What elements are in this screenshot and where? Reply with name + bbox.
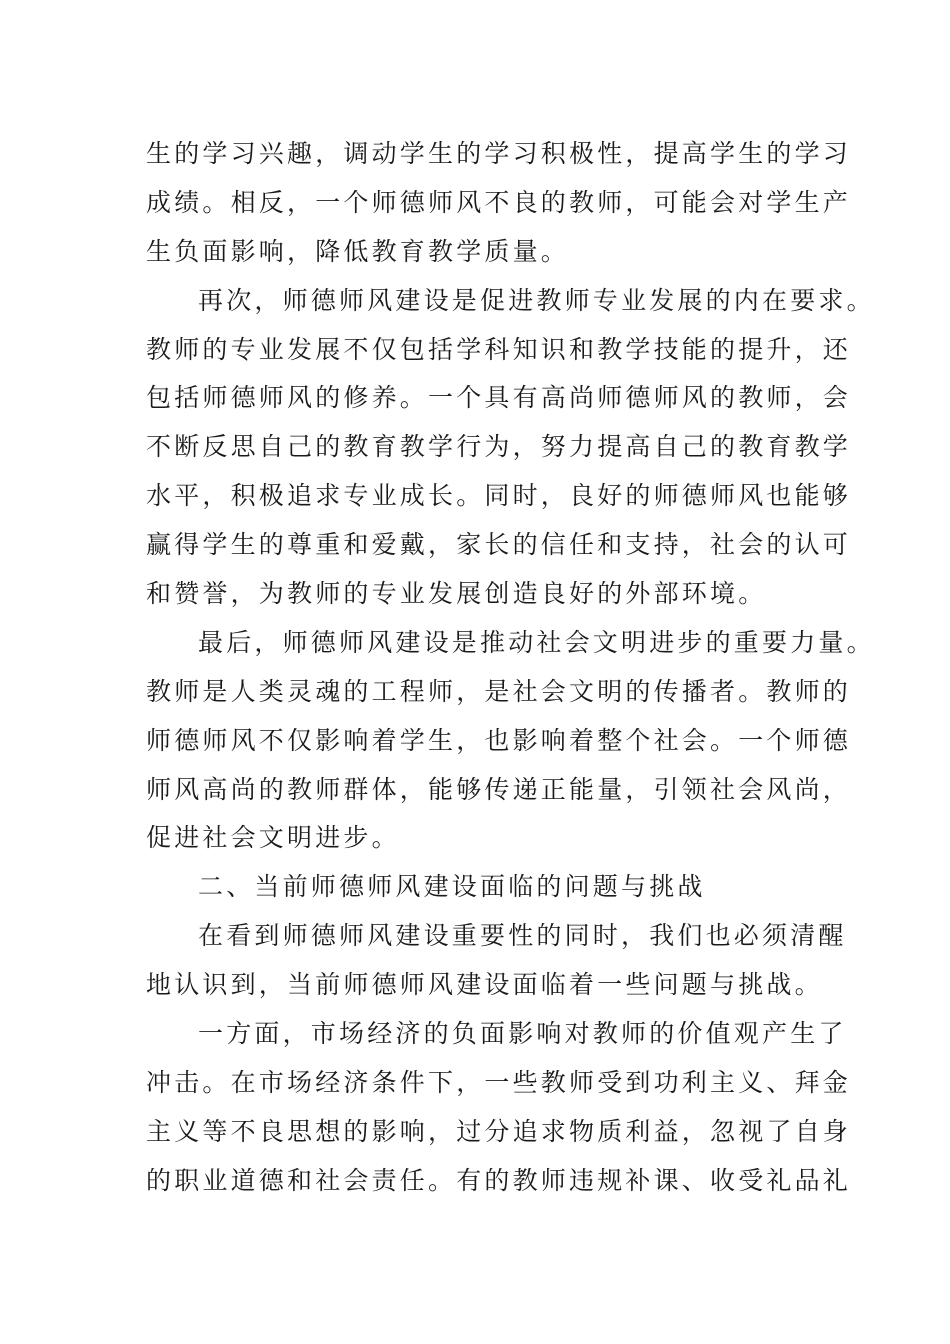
text-line: 包括师德师风的修养。一个具有高尚师德师风的教师，会 xyxy=(146,383,852,413)
text-line: 的职业道德和社会责任。有的教师违规补课、收受礼品礼 xyxy=(146,1165,852,1195)
text-line: 师德师风不仅影响着学生，也影响着整个社会。一个师德 xyxy=(146,725,852,755)
text-line: 不断反思自己的教育教学行为，努力提高自己的教育教学 xyxy=(146,432,852,462)
text-line: 师风高尚的教师群体，能够传递正能量，引领社会风尚， xyxy=(146,774,852,804)
text-line: 冲击。在市场经济条件下，一些教师受到功利主义、拜金 xyxy=(146,1067,852,1097)
text-line: 地认识到，当前师德师风建设面临着一些问题与挑战。 xyxy=(146,970,823,1000)
section-heading: 二、当前师德师风建设面临的问题与挑战 xyxy=(198,872,706,902)
paragraph-start-line: 一方面，市场经济的负面影响对教师的价值观产生了 xyxy=(198,1019,847,1049)
text-line: 和赞誉，为教师的专业发展创造良好的外部环境。 xyxy=(146,579,767,609)
text-line: 水平，积极追求专业成长。同时，良好的师德师风也能够 xyxy=(146,481,852,511)
text-line: 成绩。相反，一个师德师风不良的教师，可能会对学生产 xyxy=(146,187,852,217)
paragraph-start-line: 再次，师德师风建设是促进教师专业发展的内在要求。 xyxy=(198,285,875,315)
text-line: 生负面影响，降低教育教学质量。 xyxy=(146,236,570,266)
text-line: 促进社会文明进步。 xyxy=(146,823,400,853)
paragraph-start-line: 最后，师德师风建设是推动社会文明进步的重要力量。 xyxy=(198,627,875,657)
text-line: 教师的专业发展不仅包括学科知识和教学技能的提升，还 xyxy=(146,334,852,364)
text-line: 教师是人类灵魂的工程师，是社会文明的传播者。教师的 xyxy=(146,676,852,706)
text-line: 主义等不良思想的影响，过分追求物质利益，忽视了自身 xyxy=(146,1116,852,1146)
text-line: 生的学习兴趣，调动学生的学习积极性，提高学生的学习 xyxy=(146,139,852,168)
document-body xyxy=(146,130,875,1206)
paragraph-start-line: 在看到师德师风建设重要性的同时，我们也必须清醒 xyxy=(198,921,847,951)
text-line: 赢得学生的尊重和爱戴，家长的信任和支持，社会的认可 xyxy=(146,530,852,560)
